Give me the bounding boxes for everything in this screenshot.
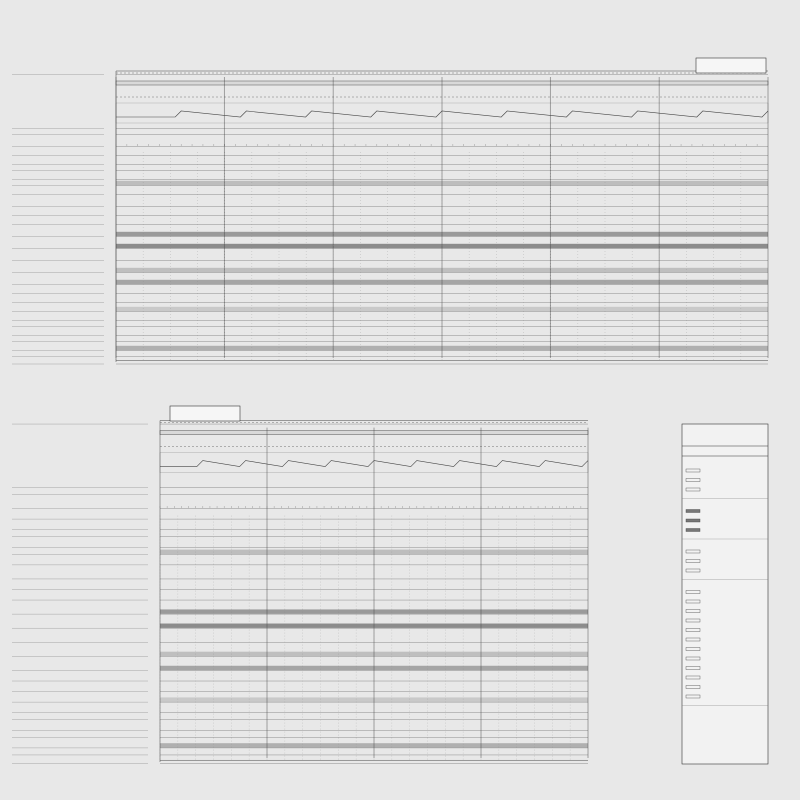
- section-label-box: [170, 406, 240, 421]
- plan-panel-1: [12, 58, 768, 364]
- legend-symbol: [686, 519, 700, 522]
- legend-symbol: [686, 529, 700, 532]
- legend-symbol: [686, 510, 700, 513]
- section-label-box: [696, 58, 766, 73]
- plan-panel-2: [12, 406, 588, 764]
- legend-frame: [682, 424, 768, 764]
- legend-box: [682, 424, 768, 764]
